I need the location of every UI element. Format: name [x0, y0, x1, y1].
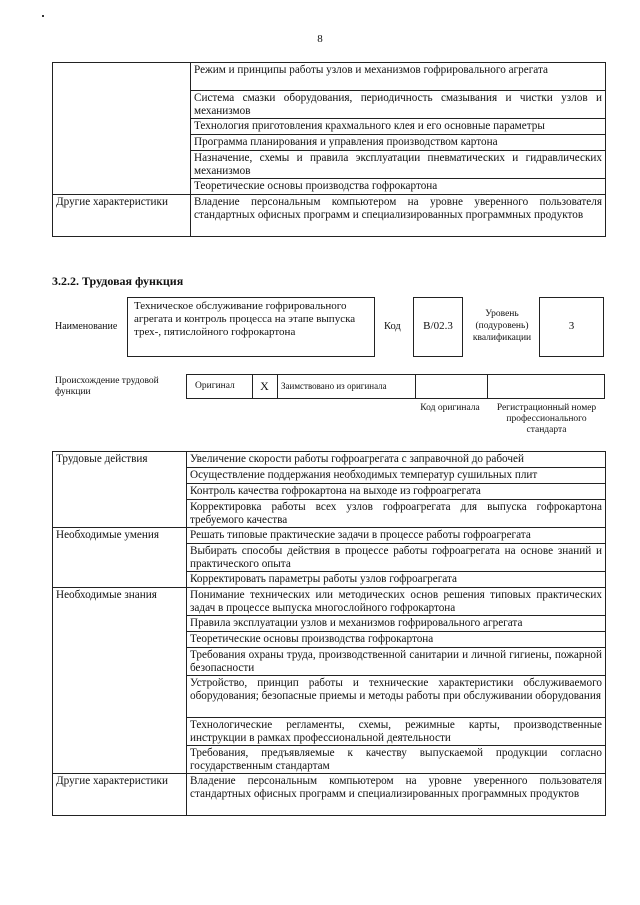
table-cell: Правила эксплуатации узлов и механизмов гофрировального агрегата: [187, 616, 606, 632]
page-number: 8: [317, 33, 323, 45]
table-cell: Осуществление поддержания необходимых температур сушильных плит: [187, 468, 606, 484]
code-box: [413, 297, 463, 357]
code-label: Код: [384, 321, 401, 332]
table-cell: Корректировать параметры работы узлов гофроагрегата: [187, 572, 606, 588]
table-cell: Программа планирования и управления производством картона: [191, 135, 606, 151]
empty-label-cell: [53, 63, 191, 195]
level-label: Уровень (подуровень) квалификации: [472, 309, 532, 343]
table-row: [53, 774, 606, 816]
original-label: Оригинал: [195, 381, 235, 391]
borrowed-cell: [277, 375, 416, 398]
table-row: [53, 452, 606, 468]
original-mark: X: [252, 375, 278, 398]
table-cell: Требования, предъявляемые к качеству выпускаемой продукции согласно государственным стандартам: [187, 746, 606, 774]
table-row: [53, 195, 606, 237]
row-label: Трудовые действия: [53, 452, 187, 528]
code-original-cell: [415, 375, 488, 398]
table-cell: Владение персональным компьютером на уровне уверенного пользователя стандартных офисных программ и специализированных программных продуктов: [191, 195, 606, 237]
origin-row: [186, 374, 605, 399]
table-cell: Выбирать способы действия в процессе работы гофроагрегата на основе знаний и практического опыта: [187, 544, 606, 572]
table-cell: Технология приготовления крахмального клея и его основные параметры: [191, 119, 606, 135]
borrowed-label: Заимствовано из оригинала: [281, 381, 387, 391]
table-cell: Контроль качества гофрокартона на выходе из гофроагрегата: [187, 484, 606, 500]
code-original-label: Код оригинала: [420, 403, 480, 413]
scan-speck: [42, 15, 44, 17]
row-label: Необходимые знания: [53, 588, 187, 774]
level-box: [539, 297, 604, 357]
origin-label: Происхождение трудовой функции: [55, 376, 159, 397]
table-cell: Система смазки оборудования, периодичность смазывания и чистки узлов и механизмов: [191, 91, 606, 119]
reg-number-cell: [487, 375, 604, 398]
table-cell: Требования охраны труда, производственной санитарии и личной гигиены, пожарной безопасности: [187, 648, 606, 676]
table-row: [53, 528, 606, 544]
level-value: 3: [568, 320, 575, 332]
name-box: [127, 297, 375, 357]
top-table: [52, 62, 606, 237]
section-title: 3.2.2. Трудовая функция: [52, 274, 184, 288]
table-cell: Теоретические основы производства гофрокартона: [187, 632, 606, 648]
original-cell: [187, 375, 253, 398]
table-cell: Назначение, схемы и правила эксплуатации пневматических и гидравлических механизмов: [191, 151, 606, 179]
table-row: [53, 588, 606, 616]
main-table: [52, 451, 606, 816]
table-cell: Увеличение скорости работы гофроагрегата с заправочной до рабочей: [187, 452, 606, 468]
name-label: Наименование: [55, 321, 118, 332]
table-cell: Корректировка работы всех узлов гофроагрегата для выпуска гофрокартона требуемого качества: [187, 500, 606, 528]
table-row: [53, 63, 606, 91]
table-cell: Решать типовые практические задачи в процессе работы гофроагрегата: [187, 528, 606, 544]
table-cell: Технологические регламенты, схемы, режимные карты, производственные инструкции в рамках профессиональной деятельности: [187, 718, 606, 746]
row-label: Другие характеристики: [53, 774, 187, 816]
name-value: Техническое обслуживание гофрировального агрегата и контроль процесса на этапе выпуска трех-, пятислойного гофрокартона: [134, 300, 356, 338]
row-label: Необходимые умения: [53, 528, 187, 588]
table-cell: Владение персональным компьютером на уровне уверенного пользователя стандартных офисных программ и специализированных программных продуктов: [187, 774, 606, 816]
row-label: Другие характеристики: [53, 195, 191, 237]
table-cell: Режим и принципы работы узлов и механизмов гофрировального агрегата: [191, 63, 606, 91]
table-cell: Понимание технических или методических основ решения типовых практических задач в процессе выпуска многослойного гофрокартона: [187, 588, 606, 616]
table-cell: Устройство, принцип работы и технические характеристики обслуживаемого оборудования; безопасные приемы и методы работы при обслуживании оборудования: [187, 676, 606, 718]
reg-number-label: Регистрационный номер профессионального стандарта: [496, 403, 597, 435]
code-value: В/02.3: [423, 320, 453, 332]
table-cell: Теоретические основы производства гофрокартона: [191, 179, 606, 195]
